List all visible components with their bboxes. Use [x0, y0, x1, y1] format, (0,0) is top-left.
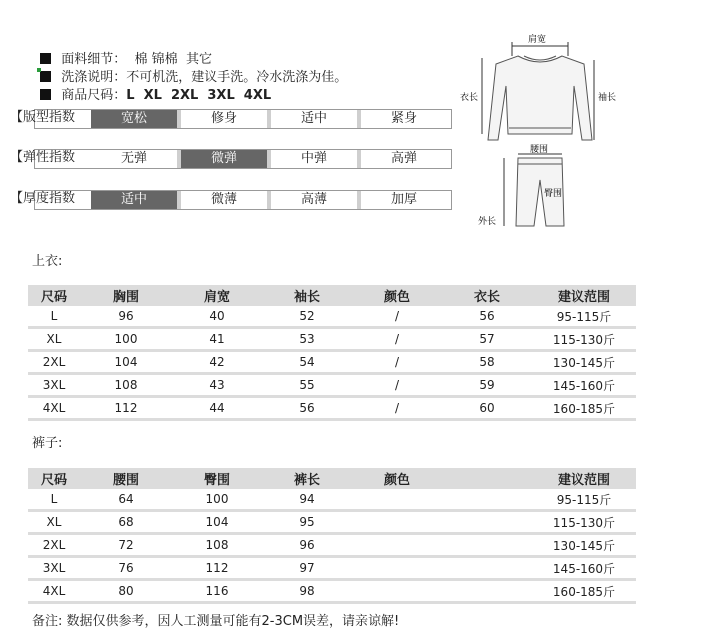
body-length-label: 衣长 — [460, 93, 479, 103]
table-cell — [352, 534, 442, 557]
table-cell — [442, 489, 532, 511]
scale-label: 【厚度指数 — [10, 191, 76, 206]
scale-track — [34, 149, 452, 169]
table-cell: 100 — [80, 328, 172, 351]
hip-label: 臀围 — [544, 189, 563, 199]
scale-option: 宽松 — [91, 110, 177, 128]
scale-option: 修身 — [210, 111, 237, 126]
table-cell: 104 — [80, 351, 172, 374]
table-cell: 100 — [172, 489, 262, 511]
table-row — [28, 397, 636, 420]
table-cell: 2XL — [28, 351, 80, 374]
table-cell: 98 — [262, 580, 352, 603]
table-cell: / — [352, 328, 442, 351]
table-cell: XL — [28, 328, 80, 351]
table-cell: 68 — [80, 511, 172, 534]
table-cell: 115-130斤 — [532, 328, 636, 351]
table-cell: 96 — [80, 306, 172, 328]
scale-label: 【版型指数 — [10, 110, 76, 125]
table-cell: 4XL — [28, 580, 80, 603]
measurement-diagram — [460, 30, 620, 230]
table-cell: 58 — [442, 351, 532, 374]
column-header: 尺码 — [28, 468, 80, 489]
table-row — [28, 580, 636, 603]
column-header: 胸围 — [80, 285, 172, 306]
table-row — [28, 351, 636, 374]
table-cell: 94 — [262, 489, 352, 511]
top-size-table — [28, 285, 636, 421]
shoulder-label: 肩宽 — [528, 35, 547, 45]
table-cell: 76 — [80, 557, 172, 580]
table-row — [28, 511, 636, 534]
table-cell: 104 — [172, 511, 262, 534]
table-cell: 56 — [262, 397, 352, 420]
table-cell: 44 — [172, 397, 262, 420]
column-header: 衣长 — [442, 285, 532, 306]
table-cell: 59 — [442, 374, 532, 397]
shirt-icon — [488, 56, 592, 140]
table-cell: 72 — [80, 534, 172, 557]
column-header: 裤长 — [262, 468, 352, 489]
table-cell: 130-145斤 — [532, 351, 636, 374]
table-cell: 160-185斤 — [532, 580, 636, 603]
column-header: 建议范围 — [532, 285, 636, 306]
table-row — [28, 328, 636, 351]
table-row — [28, 534, 636, 557]
column-header: 颜色 — [352, 468, 442, 489]
table-cell: 55 — [262, 374, 352, 397]
wash-line — [32, 54, 348, 85]
table-cell: 130-145斤 — [532, 534, 636, 557]
table-cell: 42 — [172, 351, 262, 374]
table-cell: 3XL — [28, 557, 80, 580]
waist-label: 腰围 — [530, 145, 549, 155]
table-cell: 95-115斤 — [532, 489, 636, 511]
table-cell: / — [352, 397, 442, 420]
size-line — [32, 72, 272, 103]
table-cell — [442, 557, 532, 580]
table-cell — [352, 489, 442, 511]
column-header: 肩宽 — [172, 285, 262, 306]
scale-track — [34, 190, 452, 210]
table-cell: 115-130斤 — [532, 511, 636, 534]
scale-option: 高弹 — [390, 151, 417, 166]
table-cell: 145-160斤 — [532, 557, 636, 580]
scale-option: 中弹 — [300, 151, 327, 166]
table-cell: L — [28, 306, 80, 328]
table-cell — [352, 511, 442, 534]
scale-track — [34, 109, 452, 129]
table-cell: 112 — [80, 397, 172, 420]
scale-option: 适中 — [91, 191, 177, 209]
size-value: L XL 2XL 3XL 4XL — [126, 88, 272, 103]
table-cell: 52 — [262, 306, 352, 328]
table-cell: 112 — [172, 557, 262, 580]
column-header: 尺码 — [28, 285, 80, 306]
bullet-square-icon — [40, 89, 51, 100]
table-row — [28, 557, 636, 580]
column-header: 颜色 — [352, 285, 442, 306]
table-header-row — [28, 468, 636, 489]
scale-option: 加厚 — [390, 192, 417, 207]
table-cell — [352, 580, 442, 603]
column-header: 建议范围 — [532, 468, 636, 489]
table-cell: / — [352, 374, 442, 397]
table-cell: 108 — [172, 534, 262, 557]
table-cell: 56 — [442, 306, 532, 328]
footnote: 备注: 数据仅供参考，因人工测量可能有2-3CM误差，请亲谅解! — [32, 614, 400, 629]
table-cell: 97 — [262, 557, 352, 580]
table-cell: 57 — [442, 328, 532, 351]
table-cell: L — [28, 489, 80, 511]
table-cell: 43 — [172, 374, 262, 397]
table-cell: 64 — [80, 489, 172, 511]
table-cell: / — [352, 306, 442, 328]
top-section-title: 上衣: — [32, 254, 63, 269]
table-cell: 54 — [262, 351, 352, 374]
column-header: 臀围 — [172, 468, 262, 489]
table-cell — [442, 580, 532, 603]
table-cell: 40 — [172, 306, 262, 328]
scale-option: 高薄 — [300, 192, 327, 207]
table-cell: 41 — [172, 328, 262, 351]
scale-option: 无弹 — [120, 151, 147, 166]
scale-option: 适中 — [300, 111, 327, 126]
table-cell: 145-160斤 — [532, 374, 636, 397]
table-cell — [442, 534, 532, 557]
fabric-label: 面料细节： — [61, 52, 127, 67]
table-cell: 3XL — [28, 374, 80, 397]
table-cell: 2XL — [28, 534, 80, 557]
wash-value: 不可机洗，建议手洗。冷水洗涤为佳。 — [126, 70, 348, 85]
sleeve-label: 袖长 — [598, 93, 617, 103]
table-cell: 95-115斤 — [532, 306, 636, 328]
table-row — [28, 306, 636, 328]
table-cell — [352, 557, 442, 580]
column-header: 袖长 — [262, 285, 352, 306]
wash-label: 洗涤说明： — [61, 70, 127, 85]
table-row — [28, 489, 636, 511]
table-cell — [442, 511, 532, 534]
scale-option: 微薄 — [210, 192, 237, 207]
size-label: 商品尺码： — [61, 88, 127, 103]
table-cell: XL — [28, 511, 80, 534]
column-header — [442, 468, 532, 489]
table-cell: 108 — [80, 374, 172, 397]
outseam-label: 外长 — [478, 217, 497, 227]
fabric-line — [32, 36, 212, 67]
table-cell: 4XL — [28, 397, 80, 420]
table-cell: 95 — [262, 511, 352, 534]
scale-option: 紧身 — [390, 111, 417, 126]
table-cell: 60 — [442, 397, 532, 420]
table-header-row — [28, 285, 636, 306]
table-cell: 160-185斤 — [532, 397, 636, 420]
table-row — [28, 374, 636, 397]
scale-option: 微弹 — [181, 150, 267, 168]
pants-section-title: 裤子: — [32, 436, 63, 451]
table-cell: / — [352, 351, 442, 374]
table-cell: 80 — [80, 580, 172, 603]
table-cell: 116 — [172, 580, 262, 603]
column-header: 腰围 — [80, 468, 172, 489]
fabric-value: 棉 锦棉 其它 — [134, 52, 212, 67]
pants-size-table — [28, 468, 636, 604]
table-cell: 96 — [262, 534, 352, 557]
scale-label: 【弹性指数 — [10, 150, 76, 165]
table-cell: 53 — [262, 328, 352, 351]
